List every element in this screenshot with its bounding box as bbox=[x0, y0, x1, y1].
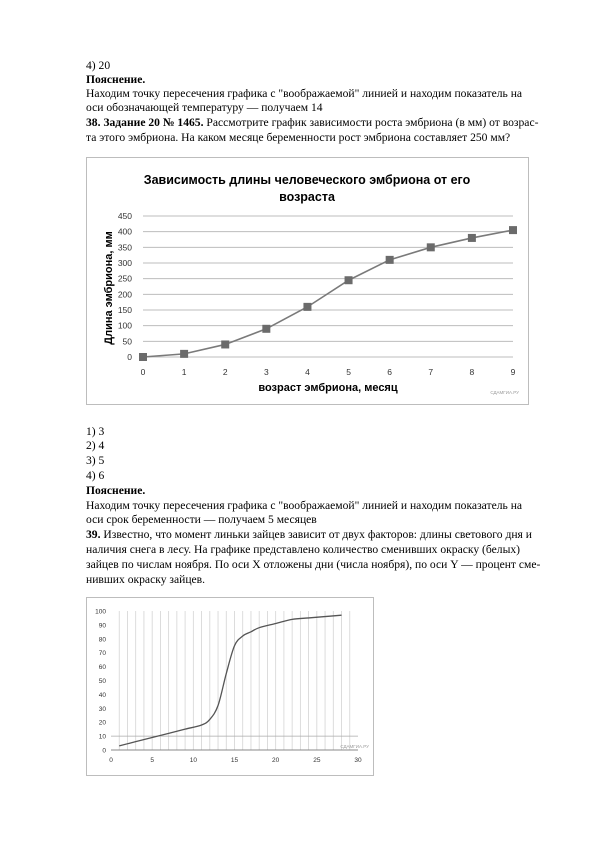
hare-chart-svg bbox=[87, 598, 373, 775]
series-line bbox=[119, 615, 341, 746]
data-point bbox=[221, 340, 229, 348]
x-tick-label: 30 bbox=[354, 757, 362, 764]
task-38-number: 38. Задание 20 № 1465. bbox=[86, 116, 204, 129]
x-tick-label: 8 bbox=[469, 367, 475, 377]
data-point bbox=[427, 243, 435, 251]
explanation-text-line: Находим точку пересечения графика с "воображаемой" линией и находим показатель на bbox=[86, 499, 523, 512]
x-tick-label: 5 bbox=[346, 367, 351, 377]
answer-option-3: 3) 5 bbox=[86, 454, 105, 467]
x-tick-label: 9 bbox=[510, 367, 516, 377]
hare-chart bbox=[86, 597, 374, 776]
x-tick-label: 25 bbox=[313, 757, 321, 764]
watermark: СДАМГИА.РУ bbox=[340, 744, 369, 749]
task-38-text bbox=[86, 116, 538, 130]
y-tick-label: 30 bbox=[98, 705, 106, 713]
data-point bbox=[262, 325, 270, 333]
task-38-text-line: та этого эмбриона. На каком месяце беременности рост эмбриона составляет 250 мм? bbox=[86, 131, 511, 144]
series-line bbox=[143, 230, 513, 357]
y-tick-label: 70 bbox=[98, 650, 106, 658]
x-tick-label: 5 bbox=[150, 757, 154, 764]
y-tick-label: 10 bbox=[98, 733, 106, 741]
x-axis-label: возраст эмбриона, месяц bbox=[258, 382, 398, 394]
x-tick-label: 20 bbox=[272, 757, 280, 764]
explanation-text-line: оси обозначающей температуру — получаем 14 bbox=[86, 101, 323, 114]
explanation-label: Пояснение. bbox=[86, 73, 146, 86]
task-39-text-line: зайцев по числам ноября. По оси X отложены дни (числа ноября), по оси Y — процент сме- bbox=[86, 558, 541, 571]
answer-option-2: 2) 4 bbox=[86, 439, 105, 452]
y-tick-label: 20 bbox=[98, 719, 106, 727]
answer-option-4: 4) 6 bbox=[86, 469, 105, 482]
y-tick-label: 0 bbox=[102, 747, 106, 755]
y-tick-label: 250 bbox=[117, 273, 132, 284]
chart-title: возраста bbox=[279, 190, 335, 204]
explanation-text-line: Находим точку пересечения графика с "воображаемой" линией и находим показатель на bbox=[86, 87, 523, 100]
y-tick-label: 50 bbox=[122, 336, 132, 347]
x-tick-label: 7 bbox=[428, 367, 434, 377]
data-point bbox=[386, 256, 394, 264]
y-tick-label: 100 bbox=[117, 320, 132, 331]
y-tick-label: 450 bbox=[117, 211, 132, 221]
explanation-text-line: оси срок беременности — получаем 5 месяцев bbox=[86, 513, 317, 526]
y-tick-label: 350 bbox=[117, 242, 132, 253]
y-tick-label: 90 bbox=[98, 622, 106, 630]
y-tick-label: 60 bbox=[98, 664, 106, 672]
data-point bbox=[180, 350, 188, 358]
x-tick-label: 3 bbox=[263, 367, 269, 377]
data-point bbox=[468, 234, 476, 242]
task-39-text-line: нивших окраску зайцев. bbox=[86, 573, 206, 586]
task-38-text-line: Рассмотрите график зависимости роста эмбриона (в мм) от возрас- bbox=[203, 116, 539, 129]
task-39-text-line: Известно, что момент линьки зайцев зависит от двух факторов: длины светового дня и bbox=[100, 528, 532, 541]
y-tick-label: 300 bbox=[117, 258, 132, 268]
x-tick-label: 0 bbox=[140, 367, 146, 377]
watermark: СДАМГИА.РУ bbox=[490, 390, 519, 395]
x-tick-label: 2 bbox=[222, 367, 228, 377]
task-39-text bbox=[86, 528, 532, 542]
embryo-chart-svg bbox=[87, 158, 528, 404]
x-tick-label: 4 bbox=[305, 367, 310, 377]
y-tick-label: 100 bbox=[95, 608, 106, 616]
data-point bbox=[509, 226, 517, 234]
task-39-number: 39. bbox=[86, 528, 101, 541]
y-axis-label: Длина эмбриона, мм bbox=[103, 231, 115, 345]
data-point bbox=[303, 303, 311, 311]
y-tick-label: 150 bbox=[117, 305, 132, 315]
y-tick-label: 80 bbox=[98, 636, 106, 644]
data-point bbox=[139, 353, 147, 361]
task-39-text-line: наличия снега в лесу. На графике представлено количество сменивших окраску (белых) bbox=[86, 543, 521, 556]
x-tick-label: 10 bbox=[189, 757, 197, 764]
embryo-chart bbox=[86, 157, 529, 405]
y-tick-label: 200 bbox=[117, 289, 132, 300]
answer-option-1: 1) 3 bbox=[86, 425, 105, 438]
x-tick-label: 0 bbox=[109, 757, 113, 764]
data-point bbox=[345, 276, 353, 284]
x-tick-label: 6 bbox=[387, 367, 393, 377]
y-tick-label: 0 bbox=[127, 352, 132, 362]
x-tick-label: 15 bbox=[230, 757, 239, 764]
answer-option-4: 4) 20 bbox=[86, 59, 111, 72]
explanation-label: Пояснение. bbox=[86, 484, 146, 497]
y-tick-label: 40 bbox=[98, 691, 106, 699]
y-tick-label: 400 bbox=[117, 226, 132, 237]
chart-title: Зависимость длины человеческого эмбриона от его bbox=[143, 173, 471, 187]
x-tick-label: 1 bbox=[181, 367, 187, 377]
y-tick-label: 50 bbox=[98, 678, 106, 685]
